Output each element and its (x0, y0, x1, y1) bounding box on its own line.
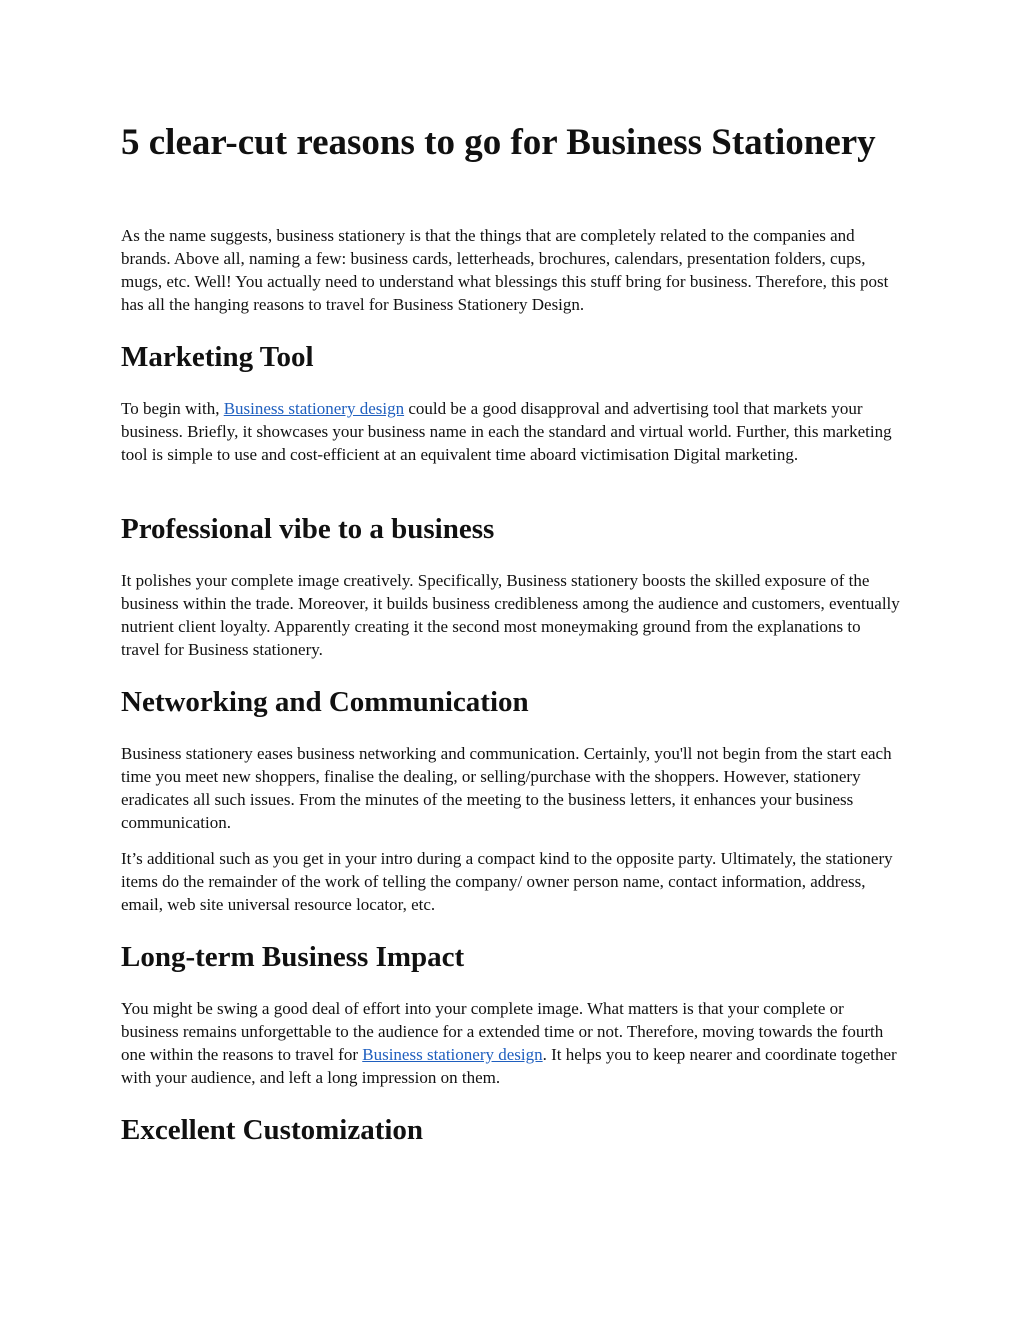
business-stationery-design-link-2[interactable]: Business stationery design (362, 1045, 543, 1064)
business-stationery-design-link[interactable]: Business stationery design (223, 399, 405, 418)
heading-marketing-tool: Marketing Tool (121, 341, 314, 373)
heading-long-term-impact: Long-term Business Impact (121, 941, 465, 973)
marketing-paragraph (121, 397, 901, 466)
heading-excellent-customization: Excellent Customization (121, 1114, 424, 1146)
long-term-text-after-link: . It helps you to keep nearer and coordinate together with your audience, and left a long impression on them. (121, 1045, 897, 1087)
long-term-paragraph (121, 997, 901, 1089)
long-term-text-before-link: You might be swing a good deal of effort into your complete image. What matters is that your complete or business remains unforgettable to the audience for a extended time or not. Therefore, moving towards the fourth one within the reasons to travel for (121, 999, 884, 1064)
heading-professional-vibe: Professional vibe to a business (121, 513, 495, 545)
professional-paragraph: It polishes your complete image creatively. Specifically, Business stationery boosts the skilled exposure of the business within the trade. Moreover, it builds business credibleness among the audience and customers, eventually nutrient client loyalty. Apparently creating it the second most moneymaking ground from the explanations to travel for Business stationery. (121, 571, 900, 659)
networking-paragraph-2: It’s additional such as you get in your intro during a compact kind to the opposite party. Ultimately, the stationery items do the remainder of the work of telling the company/ owner person name, contact information, address, email, web site universal resource locator, etc. (121, 849, 893, 914)
heading-networking-communication: Networking and Communication (121, 686, 529, 718)
networking-paragraph-1: Business stationery eases business networking and communication. Certainly, you'll not begin from the start each time you meet new shoppers, finalise the dealing, or selling/purchase with the shoppers. However, stationery eradicates all such issues. From the minutes of the meeting to the business letters, it enhances your business communication. (121, 744, 892, 832)
page-title: 5 clear-cut reasons to go for Business Stationery (121, 122, 876, 163)
intro-paragraph: As the name suggests, business stationery is that the things that are completely related to the companies and brands. Above all, naming a few: business cards, letterheads, brochures, calendars, presentation folders, cups, mugs, etc. Well! You actually need to understand what blessings this stuff bring for business. Therefore, this post has all the hanging reasons to travel for Business Stationery Design. (121, 226, 889, 314)
marketing-text-after-link: could be a good disapproval and advertising tool that markets your business. Briefly, it showcases your business name in each the standard and virtual world. Further, this marketing tool is simple to use and cost-efficient at an equivalent time aboard victimisation Digital marketing. (121, 399, 892, 464)
marketing-text-before-link: To begin with, (121, 399, 224, 418)
